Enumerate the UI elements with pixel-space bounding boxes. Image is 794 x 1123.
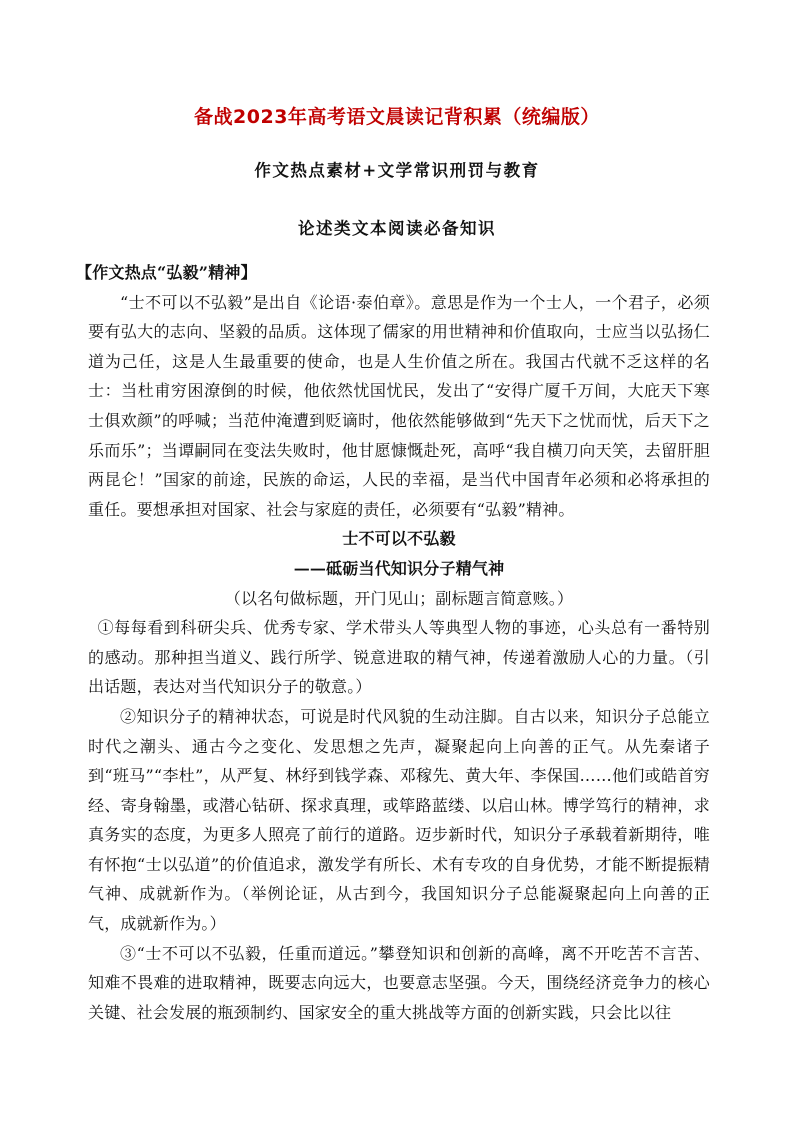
essay-paragraph-2: ②知识分子的精神状态，可说是时代风貌的生动注脚。自古以来，知识分子总能立时代之潮头、通古今之变化、发思想之先声，凝聚起向上向善的正气。从先秦诸子到“班马”“李杜”，从严复、林纾到钱学森、邓稼先、黄大年、李保国……他们或皓首穷经、寄身翰墨，或潜心钻研、探求真理，或筚路蓝缕、以启山林。博学笃行的精神，求真务实的态度，为更多人照亮了前行的道路。迈步新时代，知识分子承载着新期待，唯有怀抱“士以弘道”的价值追求，激发学有所长、术有专攻的自身优势，才能不断提振精气神、成就新作为。（举例论证，从古到今，我国知识分子总能凝聚起向上向善的正气，成就新作为。） xyxy=(88,706,710,934)
document-title: 备战2023年高考语文晨读记背积累（统编版） xyxy=(194,106,600,128)
essay-subtitle: ——砥砺当代知识分子精气神 xyxy=(293,558,505,578)
essay-title-note: （以名句做标题，开门见山；副标题言简意赅。） xyxy=(224,588,574,608)
document-body xyxy=(76,258,710,1027)
essay-paragraph-1: ①每每看到科研尖兵、优秀专家、学术带头人等典型人物的事迹，心头总有一番特别的感动。那种担当道义、践行所学、锐意进取的精气神，传递着激励人心的力量。（引出话题，表达对当代知识分子的敬意。） xyxy=(88,618,710,697)
section-heading: 【作文热点“弘毅”精神】 xyxy=(76,263,257,282)
document-subtitle: 作文热点素材+文学常识刑罚与教育 xyxy=(254,161,540,180)
essay-paragraph-3: ③“士不可以不弘毅，任重而道远。”攀登知识和创新的高峰，离不开吃苦不言苦、知难不畏难的进取精神，既要志向远大，也要意志坚强。今天，围绕经济竞争力的核心关键、社会发展的瓶颈制约、国家安全的重大挑战等方面的创新实践，只会比以往 xyxy=(88,943,710,1022)
section-subtitle: 论述类文本阅读必备知识 xyxy=(298,219,496,238)
essay-title: 士不可以不弘毅 xyxy=(342,529,456,549)
intro-paragraph: “士不可以不弘毅”是出自《论语·泰伯章》。意思是作为一个士人，一个君子，必须要有弘大的志向、坚毅的品质。这体现了儒家的用世精神和价值取向，士应当以弘扬仁道为己任，这是人生最重要的使命，也是人生价值之所在。我国古代就不乏这样的名士：当杜甫穷困潦倒的时候，他依然忧国忧民，发出了“安得广厦千万间，大庇天下寒士俱欢颜”的呼喊；当范仲淹遭到贬谪时，他依然能够做到“先天下之忧而忧，后天下之乐而乐”；当谭嗣同在变法失败时，他甘愿慷慨赴死，高呼“我自横刀向天笑，去留肝胆两昆仑！”国家的前途，民族的命运，人民的幸福，是当代中国青年必须和必将承担的重任。要想承担对国家、社会与家庭的责任，必须要有“弘毅”精神。 xyxy=(88,292,710,519)
